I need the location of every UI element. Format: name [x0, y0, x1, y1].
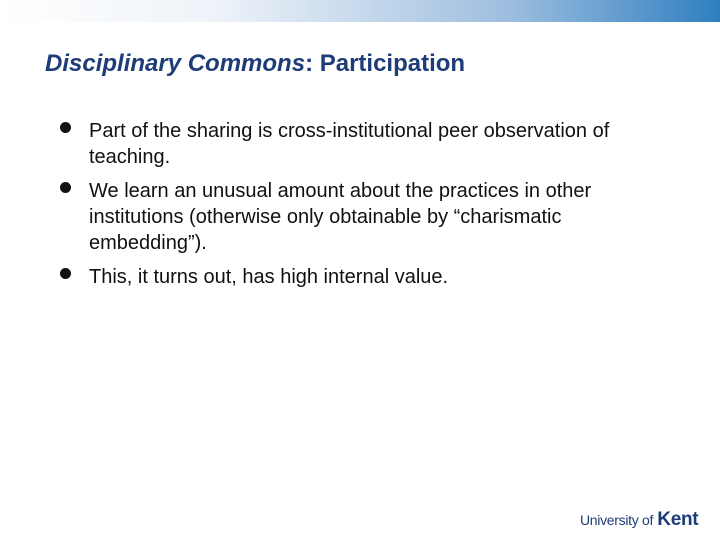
bullet-item-1: [60, 118, 660, 170]
logo-name: Kent: [657, 509, 699, 530]
bullet-text: Part of the sharing is cross-institutional peer observation of teaching.: [89, 120, 610, 168]
logo-prefix: University of: [580, 512, 654, 528]
slide-title: [45, 50, 465, 78]
bullet-item-3: [60, 264, 660, 290]
slide-title-rest: : Participation: [305, 50, 466, 77]
bullet-dot-icon: [60, 122, 71, 133]
slide-title-italic: Disciplinary Commons: [45, 50, 306, 77]
bullet-list: [60, 118, 660, 298]
bullet-dot-icon: [60, 268, 71, 279]
header-gradient-band: [0, 0, 720, 22]
bullet-item-2: [60, 178, 660, 256]
bullet-text: This, it turns out, has high internal value.: [89, 266, 449, 288]
bullet-text: We learn an unusual amount about the practices in other institutions (otherwise only obtainable by “charismatic embedding”).: [89, 180, 592, 254]
university-logo: [580, 509, 698, 531]
bullet-dot-icon: [60, 182, 71, 193]
